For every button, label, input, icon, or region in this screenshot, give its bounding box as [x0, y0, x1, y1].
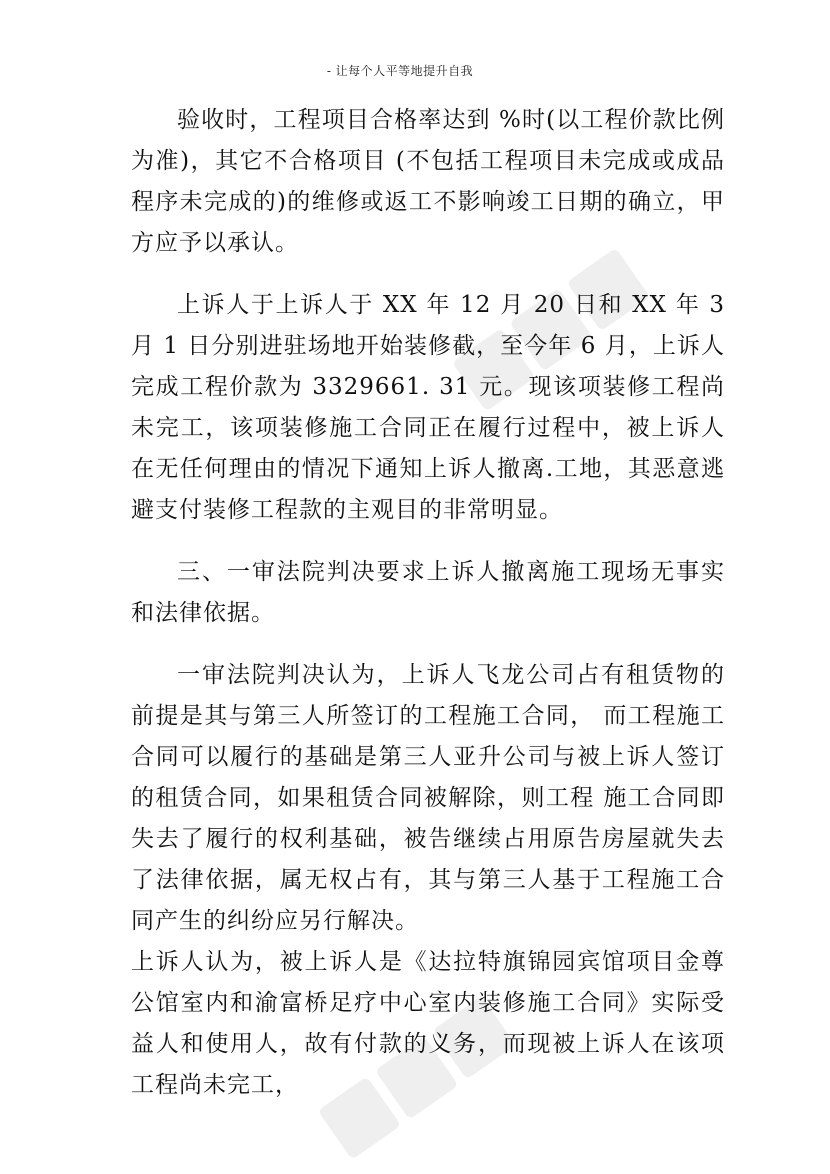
page-header-slogan: - 让每个人平等地提升自我: [326, 64, 474, 78]
paragraph-first-instance-ruling: 一审法院判决认为，上诉人飞龙公司占有租赁物的前提是其与第三人所签订的工程施工合同， 而工程施工合同可以履行的基础是第三人亚升公司与被上诉人签订的租赁合同，如果租赁合同被解除，则工程 施工合同即失去了履行的权利基础，被告继续占用原告房屋就失去了法律依据，属无权占有，其与第三人基于工程施工合同产生的纠纷应另行解决。: [131, 662, 725, 934]
paragraph-appellant-view: 上诉人认为，被上诉人是《达拉特旗锦园宾馆项目金尊公馆室内和渝富桥足疗中心室内装修施工合同》实际受益人和使用人，故有付款的义务，而现被上诉人在该项工程尚未完工，: [131, 949, 725, 1098]
document-body: [131, 100, 725, 1106]
paragraph-acceptance: 验收时，工程项目合格率达到 %时(以工程价款比例为准)，其它不合格项目 (不包括工程项目未完成或成品程序未完成的)的维修或返工不影响竣工日期的确立，甲方应予以承认。: [131, 107, 725, 256]
paragraph-project-progress: 上诉人于上诉人于 XX 年 12 月 20 日和 XX 年 3 月 1 日分别进驻场地开始装修截，至今年 6 月，上诉人完成工程价款为 3329661. 31 元。现该项装修工程尚未完工，该项装修施工合同正在履行过程中，被上诉人在无任何理由的情况下通知上诉人撤离.工地，其恶意逃避支付装修工程款的主观目的非常明显。: [131, 292, 725, 523]
paragraph-section-three-heading: 三、一审法院判决要求上诉人撤离施工现场无事实和法律依据。: [131, 559, 725, 626]
